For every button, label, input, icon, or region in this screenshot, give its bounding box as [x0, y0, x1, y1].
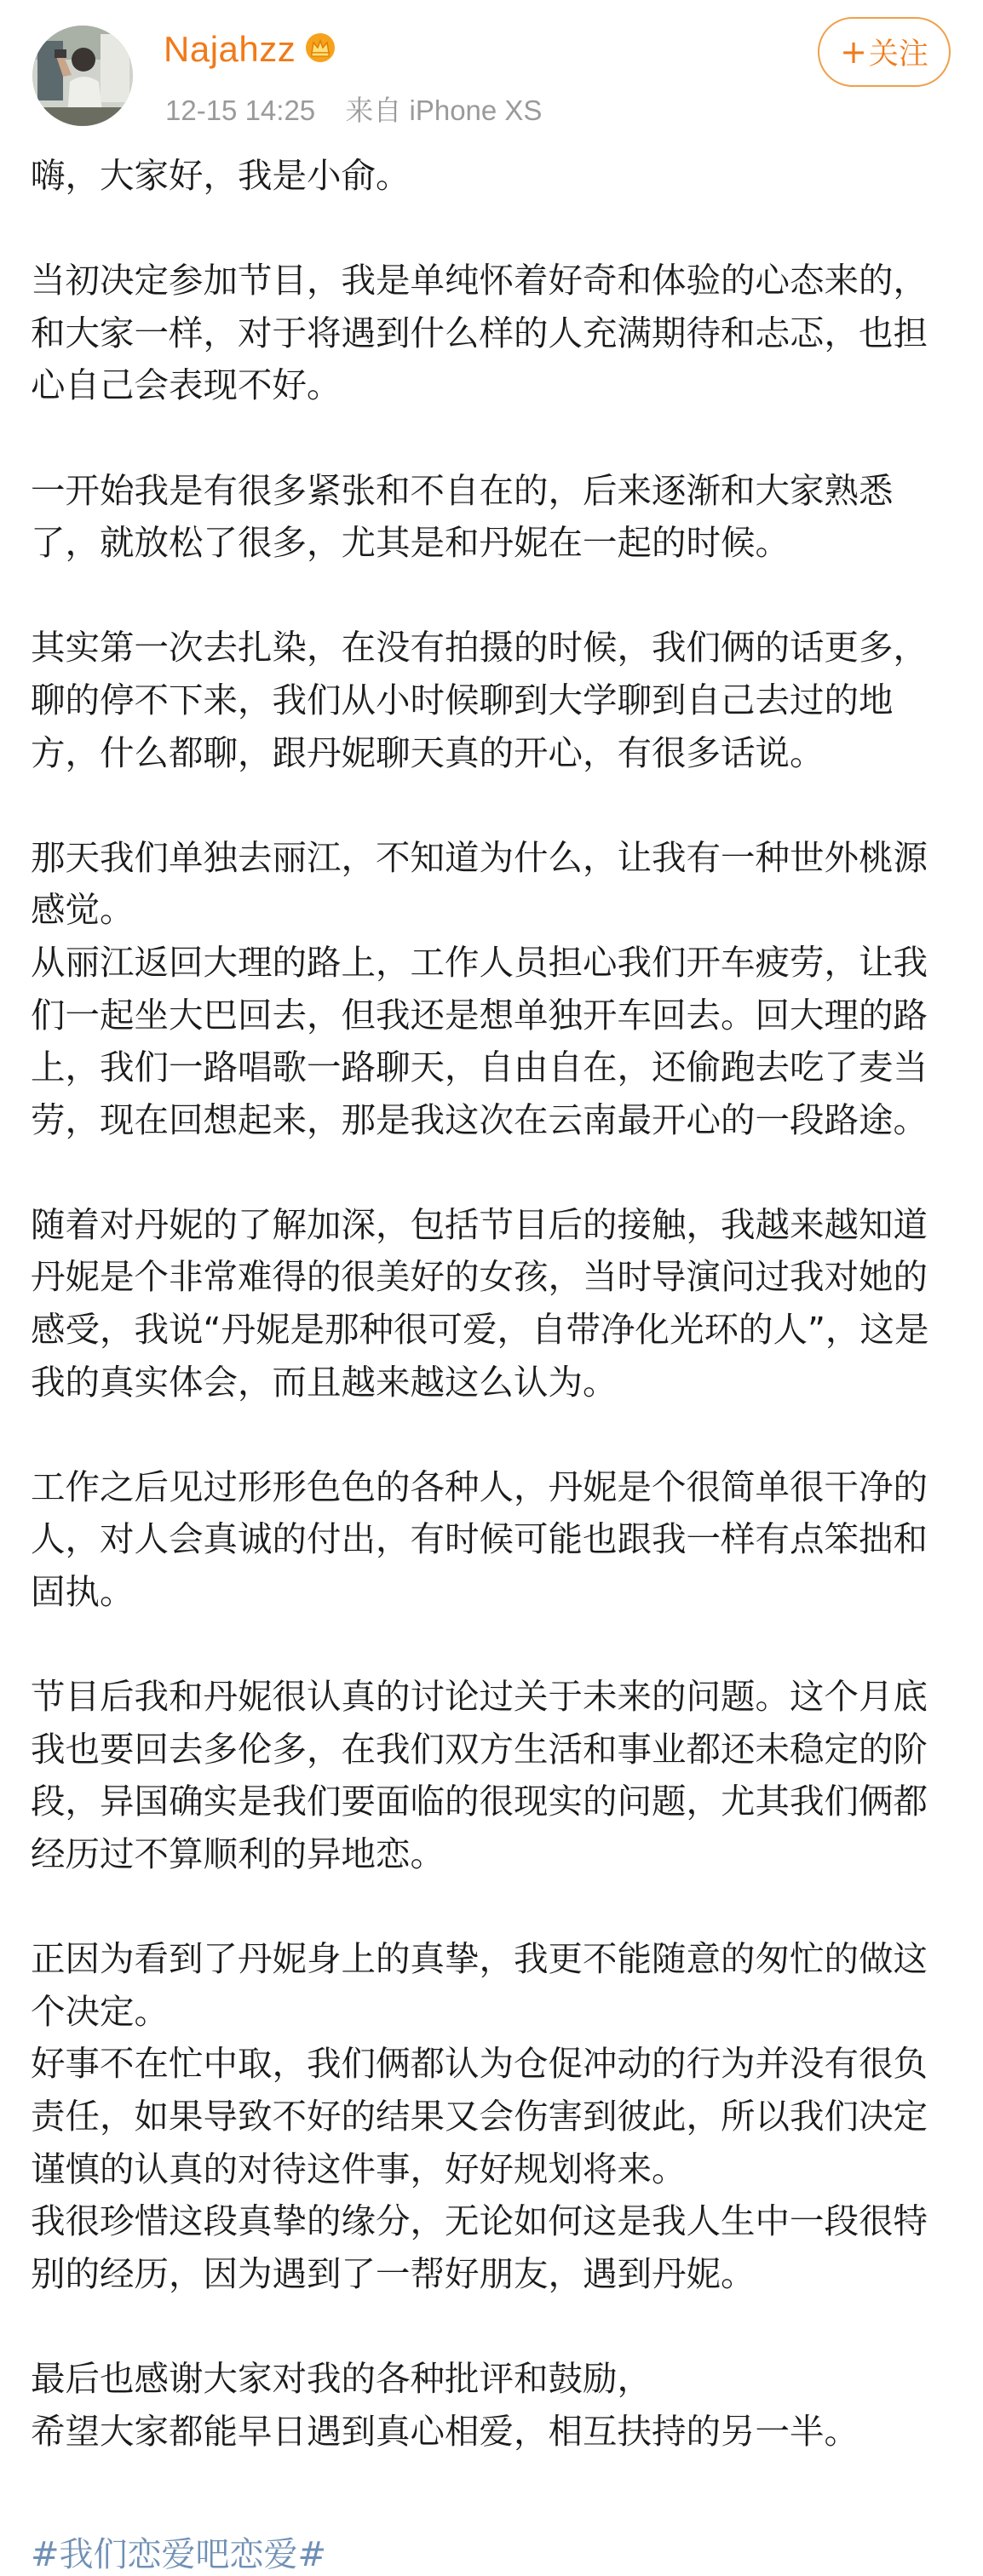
paragraph: 那天我们单独去丽江，不知道为什么，让我有一种世外桃源感觉。 [31, 836, 928, 931]
post-body [31, 150, 956, 2458]
crown-badge-icon[interactable] [304, 32, 336, 67]
paragraph: 当初决定参加节目，我是单纯怀着好奇和体验的心态来的，和大家一样，对于将遇到什么样的人充满期待和忐忑，也担心自己会表现不好。 [31, 260, 928, 406]
paragraph: 工作之后见过形形色色的各种人，丹妮是个很简单很干净的人，对人会真诚的付出，有时候可能也跟我一样有点笨拙和固执。 [31, 1466, 928, 1613]
paragraph: 正因为看到了丹妮身上的真挚，我更不能随意的匆忙的做这个决定。 [31, 1938, 928, 2032]
plus-icon: + [840, 33, 867, 71]
paragraph: 其实第一次去扎染，在没有拍摄的时候，我们俩的话更多，聊的停不下来，我们从小时候聊到大学聊到自己去过的地方，什么都聊，跟丹妮聊天真的开心，有很多话说。 [31, 627, 928, 773]
paragraph: 随着对丹妮的了解加深，包括节目后的接触，我越来越知道丹妮是个非常难得的很美好的女孩，当时导演问过我对她的感受，我说“丹妮是那种很可爱，自带净化光环的人”，这是我的真实体会，而且越来越这么认为。 [31, 1203, 929, 1403]
paragraph: 嗨，大家好，我是小俞。 [31, 155, 411, 196]
paragraph: 一开始我是有很多紧张和不自在的，后来逐渐和大家熟悉了，就放松了很多，尤其是和丹妮在一起的时候。 [31, 469, 894, 564]
paragraph: 从丽江返回大理的路上，工作人员担心我们开车疲劳，让我们一起坐大巴回去，但我还是想单独开车回去。回大理的路上，我们一路唱歌一路聊天，自由自在，还偷跑去吃了麦当劳，现在回想起来，那是我这次在云南最开心的一段路途。 [31, 941, 928, 1140]
timestamp: 12-15 14:25 [165, 95, 316, 126]
follow-button[interactable] [818, 17, 951, 87]
paragraph: 希望大家都能早日遇到真心相爱，相互扶持的另一半。 [31, 2410, 859, 2452]
paragraph: 我很珍惜这段真挚的缘分，无论如何这是我人生中一段很特别的经历，因为遇到了一帮好朋友，遇到丹妮。 [31, 2200, 928, 2294]
avatar[interactable] [32, 26, 133, 126]
paragraph: 好事不在忙中取，我们俩都认为仓促冲动的行为并没有很负责任，如果导致不好的结果又会伤害到彼此，所以我们决定谨慎的认真的对待这件事，好好规划将来。 [31, 2043, 928, 2189]
post-header [0, 0, 983, 145]
username[interactable]: Najahzz [164, 29, 296, 69]
avatar-photo [32, 26, 133, 126]
post-meta [165, 89, 542, 129]
follow-label: 关注 [868, 37, 928, 72]
hashtag-link[interactable]: #我们恋爱吧恋爱# [31, 2535, 327, 2574]
post-source: 来自 iPhone XS [345, 95, 543, 126]
paragraph: 最后也感谢大家对我的各种批评和鼓励， [31, 2357, 652, 2399]
paragraph: 节目后我和丹妮很认真的讨论过关于未来的问题。这个月底我也要回去多伦多，在我们双方生活和事业都还未稳定的阶段，异国确实是我们要面临的很现实的问题，尤其我们俩都经历过不算顺利的异地恋。 [31, 1676, 928, 1874]
username-row [164, 29, 336, 70]
